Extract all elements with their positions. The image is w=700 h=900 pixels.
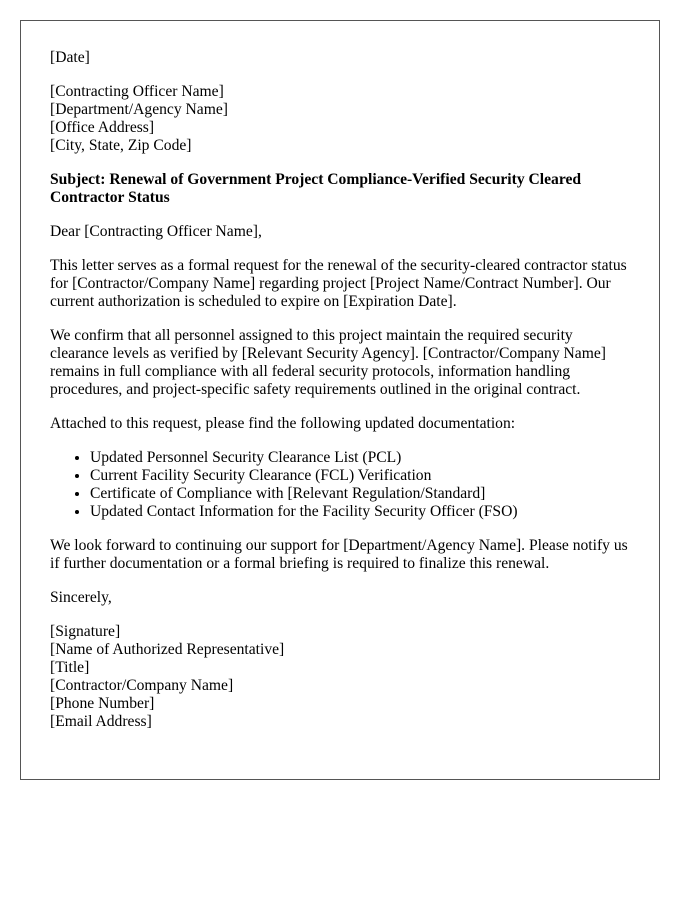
recipient-office-address: [Office Address]: [50, 119, 155, 136]
signature-placeholder: [Signature]: [50, 623, 121, 640]
documents-list: [50, 449, 632, 521]
signatory-company: [Contractor/Company Name]: [50, 677, 234, 694]
recipient-name: [Contracting Officer Name]: [50, 83, 224, 100]
letter-frame: [20, 20, 660, 780]
recipient-city-state-zip: [City, State, Zip Code]: [50, 137, 192, 154]
list-item: • Certificate of Compliance with [Relevant Regulation/Standard]: [90, 485, 632, 503]
paragraph-attachments-intro: Attached to this request, please find the following updated documentation:: [50, 415, 516, 432]
closing: Sincerely,: [50, 589, 112, 606]
recipient-address-block: [50, 83, 632, 155]
signatory-email: [Email Address]: [50, 713, 152, 730]
date-block: [50, 49, 632, 67]
list-item: • Updated Personnel Security Clearance List (PCL): [90, 449, 632, 467]
recipient-department: [Department/Agency Name]: [50, 101, 228, 118]
salutation: Dear [Contracting Officer Name],: [50, 223, 262, 240]
paragraph-compliance: We confirm that all personnel assigned to this project maintain the required security clearance levels as verified by [Relevant Security Agency]. [Contractor/Company Name] remains in full compliance with all federal security protocols, information handling procedures, and project-specific safety requirements outlined in the original contract.: [50, 327, 606, 398]
list-item: • Current Facility Security Clearance (FCL) Verification: [90, 467, 632, 485]
signature-block: [50, 623, 632, 731]
list-item: • Updated Contact Information for the Facility Security Officer (FSO): [90, 503, 632, 521]
signatory-name: [Name of Authorized Representative]: [50, 641, 285, 658]
letter-content: [50, 49, 632, 747]
letter-date: [Date]: [50, 49, 90, 66]
paragraph-closing-remarks: We look forward to continuing our support for [Department/Agency Name]. Please notify us if further documentation or a formal briefing is required to finalize this renewal.: [50, 537, 628, 572]
signatory-phone: [Phone Number]: [50, 695, 155, 712]
paragraph-request: This letter serves as a formal request for the renewal of the security-cleared contractor status for [Contractor/Company Name] regarding project [Project Name/Contract Number]. Our current authorization is scheduled to expire on [Expiration Date].: [50, 257, 627, 310]
letter-subject: Subject: Renewal of Government Project Compliance-Verified Security Cleared Contractor Status: [50, 171, 582, 206]
signatory-title: [Title]: [50, 659, 90, 676]
